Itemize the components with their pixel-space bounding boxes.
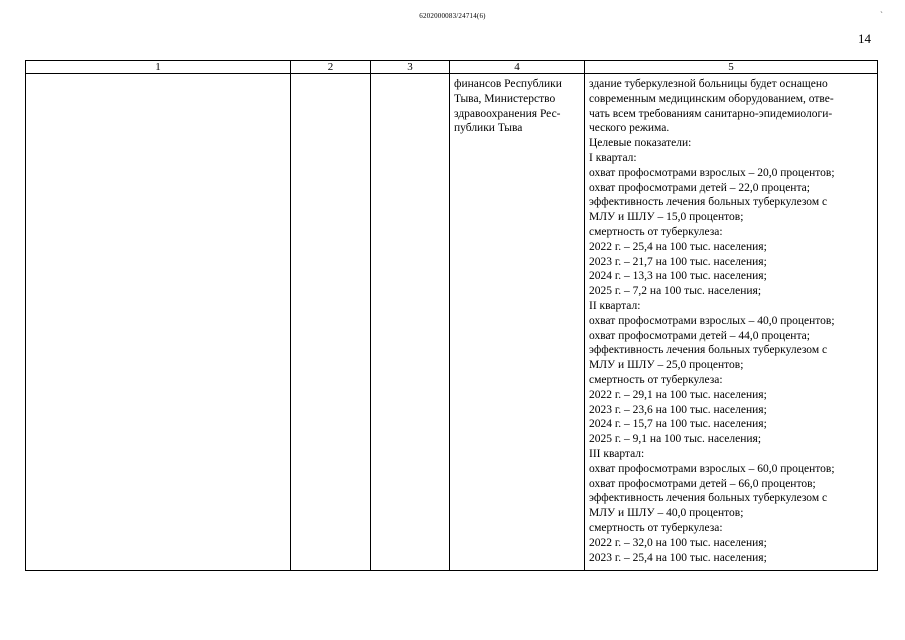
cell-5-line: охват профосмотрами детей – 44,0 процента; [589,329,810,342]
corner-mark: ` [880,10,883,20]
cell-5-line: чать всем требованиям санитарно-эпидемиологи- [589,107,833,120]
cell-5-line: 2022 г. – 25,4 на 100 тыс. населения; [589,240,767,253]
cell-4-line: публики Тыва [454,122,523,135]
cell-5-line: эффективность лечения больных туберкулезом с [589,196,828,209]
cell-5-line: III квартал: [589,447,645,460]
cell-5-line: здание туберкулезной больницы будет оснащено [589,78,828,90]
column-header-row [26,61,878,74]
cell-4-line: Тыва, Министерство [454,92,556,105]
cell-4-line: здравоохранения Рес- [454,107,561,120]
column-header-1: 1 [26,61,291,74]
cell-5-line: 2025 г. – 9,1 на 100 тыс. населения; [589,433,762,446]
column-header-3: 3 [371,61,450,74]
cell-4-line: финансов Республики [454,78,562,90]
cell-5-line: ческого режима. [589,122,670,135]
cell-5-line: современным медицинским оборудованием, отве- [589,92,834,105]
column-header-2: 2 [291,61,371,74]
cell-5-line: охват профосмотрами взрослых – 20,0 процентов; [589,166,835,179]
page-number: 14 [858,31,871,46]
cell-5-line: 2022 г. – 29,1 на 100 тыс. населения; [589,388,767,401]
column-header-5: 5 [585,61,878,74]
cell-5-line: 2022 г. – 32,0 на 100 тыс. населения; [589,536,767,549]
cell-col-2 [291,74,371,571]
cell-5-line: 2024 г. – 13,3 на 100 тыс. населения; [589,270,767,283]
cell-5-line: смертность от туберкулеза: [589,373,723,386]
column-header-4: 4 [450,61,585,74]
cell-5-line: I квартал: [589,151,637,164]
cell-5-line: охват профосмотрами детей – 66,0 процентов; [589,477,816,490]
cell-col-1 [26,74,291,571]
cell-5-line: 2025 г. – 7,2 на 100 тыс. населения; [589,285,762,298]
cell-5-line: охват профосмотрами взрослых – 40,0 процентов; [589,314,835,327]
cell-5-line: эффективность лечения больных туберкулезом с [589,344,828,357]
cell-5-line: смертность от туберкулеза: [589,521,723,534]
cell-col-5 [585,74,878,571]
cell-5-line: 2023 г. – 23,6 на 100 тыс. населения; [589,403,767,416]
cell-5-line: смертность от туберкулеза: [589,225,723,238]
cell-5-line: МЛУ и ШЛУ – 15,0 процентов; [589,211,744,224]
table-row [26,74,878,571]
cell-5-line: охват профосмотрами взрослых – 60,0 процентов; [589,462,835,475]
cell-5-line: МЛУ и ШЛУ – 25,0 процентов; [589,359,744,372]
document-id: 6202000083/24714(6) [419,12,486,20]
cell-5-line: МЛУ и ШЛУ – 40,0 процентов; [589,507,744,520]
cell-5-line: охват профосмотрами детей – 22,0 процента; [589,181,810,194]
cell-5-line: 2023 г. – 25,4 на 100 тыс. населения; [589,551,767,564]
cell-5-line: Целевые показатели: [589,137,692,150]
plan-table [25,60,878,571]
cell-col-3 [371,74,450,571]
cell-5-line: 2023 г. – 21,7 на 100 тыс. населения; [589,255,767,268]
cell-5-line: II квартал: [589,299,641,312]
cell-col-4 [450,74,585,571]
cell-5-line: эффективность лечения больных туберкулезом с [589,492,828,505]
cell-5-line: 2024 г. – 15,7 на 100 тыс. населения; [589,418,767,431]
